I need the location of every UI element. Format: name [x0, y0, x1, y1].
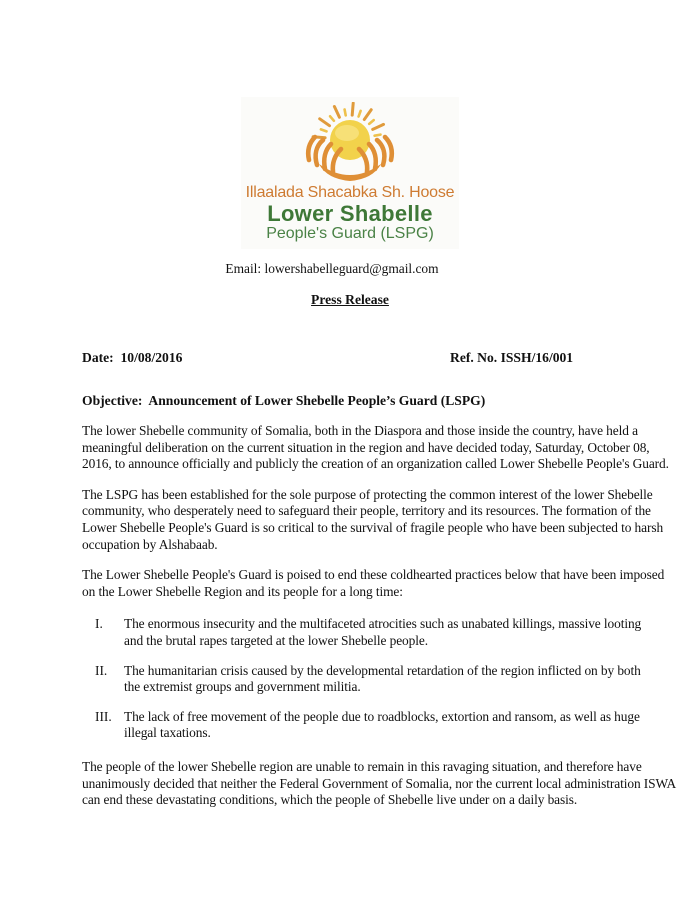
list-item	[82, 709, 678, 742]
list-item-numeral: I.	[95, 616, 103, 632]
list-item-text: The lack of free movement of the people due to roadblocks, extortion and ransom, as well as huge illegal taxations.	[124, 708, 640, 741]
meta-row	[82, 349, 678, 366]
list-item	[82, 616, 678, 649]
list-item-text: The enormous insecurity and the multifaceted atrocities such as unabated killings, massive looting and the brutal rapes targeted at the lower Shebelle people.	[124, 616, 642, 648]
document-body	[0, 349, 700, 809]
objective-heading: Objective: Announcement of Lower Shebelle People’s Guard (LSPG)	[82, 393, 486, 408]
reference-number: Ref. No. ISSH/16/001	[450, 350, 574, 365]
list-item-text: The humanitarian crisis caused by the developmental retardation of the region inflicted on by both the extremist groups and government militia.	[124, 662, 641, 695]
email-line: Email: lowershabelleguard@gmail.com	[225, 261, 439, 276]
logo-org-name: Lower Shabelle	[267, 201, 433, 226]
date-field: Date: 10/08/2016	[82, 350, 183, 365]
organization-logo	[241, 97, 459, 249]
press-release-title: Press Release	[311, 292, 389, 307]
list-item	[82, 663, 678, 696]
paragraph: The Lower Shebelle People's Guard is poised to end these coldhearted practices below that have been imposed on the Lower Shebelle Region and its people for a long time:	[82, 567, 665, 599]
hands-holding-sun-icon	[295, 102, 405, 182]
closing-paragraph: The people of the lower Shebelle region are unable to remain in this ravaging situation, and therefore have unanimously decided that neither the Federal Government of Somalia, nor the current local administration ISWA can end these devastating conditions, which the people of Shebelle live under on a daily basis.	[82, 758, 676, 808]
paragraph: The lower Shebelle community of Somalia, both in the Diaspora and those inside the country, have held a meaningful deliberation on the current situation in the region and have decided today, Saturday, October 08, 2016, to announce officially and publicly the creation of an organization called Lower Shebelle People's Guard.	[82, 423, 669, 472]
list-item-numeral: II.	[95, 662, 108, 678]
paragraph: The LSPG has been established for the sole purpose of protecting the common interest of the lower Shebelle community, who desperately need to safeguard their people, territory and its resources. The formation of the Lower Shebelle People's Guard is so critical to the survival of fragile people who have been subjected to harsh occupation by Alshabaab.	[82, 486, 664, 552]
list-item-numeral: III.	[95, 708, 112, 724]
roman-numeral-list	[82, 616, 678, 742]
logo-somali-name: Illaalada Shacabka Sh. Hoose	[245, 184, 455, 201]
logo-org-subtitle: People's Guard (LSPG)	[266, 225, 434, 242]
